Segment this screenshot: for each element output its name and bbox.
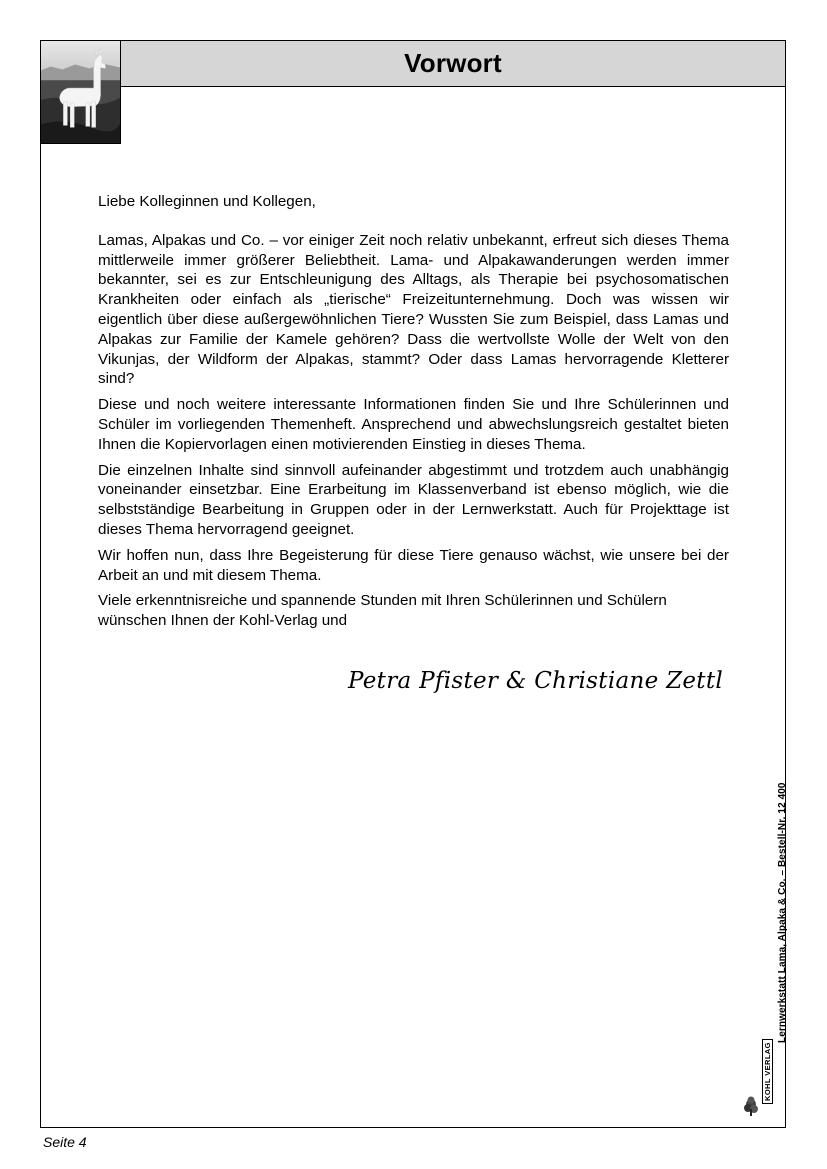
- llama-photo: [40, 40, 121, 144]
- greeting: Liebe Kolleginnen und Kollegen,: [98, 193, 316, 210]
- tree-logo-icon: [742, 1046, 764, 1118]
- title-bar: [120, 40, 786, 87]
- publisher-name: KOHL VERLAG: [762, 1039, 773, 1104]
- page-number: Seite 4: [43, 1134, 87, 1150]
- closing: Viele erkenntnisreiche und spannende Stunden mit Ihren Schülerinnen und Schülern wünschen Ihnen der Kohl-Verlag und: [98, 592, 667, 630]
- paragraph-4: Wir hoffen nun, dass Ihre Begeisterung für diese Tiere genauso wächst, wie unsere bei der Arbeit an und mit diesem Thema.: [98, 546, 729, 584]
- author-signature: Petra Pfister & Christiane Zettl: [348, 668, 724, 694]
- paragraph-2: Diese und noch weitere interessante Informationen finden Sie und Ihre Schülerinnen und Schüler im vorliegenden Themenheft. Ansprechend und abwechslungsreich gestaltet bieten Ihnen die Kopiervorlagen einen motivierenden Einstieg in dieses Thema.: [98, 396, 729, 453]
- preface-text: [98, 192, 729, 637]
- paragraph-3: Die einzelnen Inhalte sind sinnvoll aufeinander abgestimmt und trotzdem auch unabhängig voneinander einsetzbar. Eine Erarbeitung im Klassenverband ist ebenso möglich, wie die selbstständige Bearbeitung in Gruppen oder in der Lernwerkstatt. Auch für Projekttage ist dieses Thema hervorragend geeignet.: [98, 461, 729, 538]
- paragraph-1: Lamas, Alpakas und Co. – vor einiger Zeit noch relativ unbekannt, erfreut sich dieses Thema mittlerweile immer größerer Beliebtheit. Lama- und Alpakawanderungen werden immer bekannter, sei es zur Entschleunigung des Alltags, als Therapie bei psychosomatischen Krankheiten oder einfach als „tierische“ Freizeitunternehmung. Doch was wissen wir eigentlich über diese außergewöhnlichen Tiere? Wussten Sie zum Beispiel, dass Lamas und Alpakas zur Familie der Kamele gehören? Dass die wertvollste Wolle der Welt von den Vikunjas, der Wildform der Alpakas, stammt? Oder dass Lamas hervorragende Kletterer sind?: [98, 231, 729, 388]
- llama-photo-icon: [41, 41, 120, 143]
- page-title: Vorwort: [404, 48, 502, 78]
- order-number-note: Lernwerkstatt Lama, Alpaka & Co. – Bestell-Nr. 12 400: [777, 782, 788, 1043]
